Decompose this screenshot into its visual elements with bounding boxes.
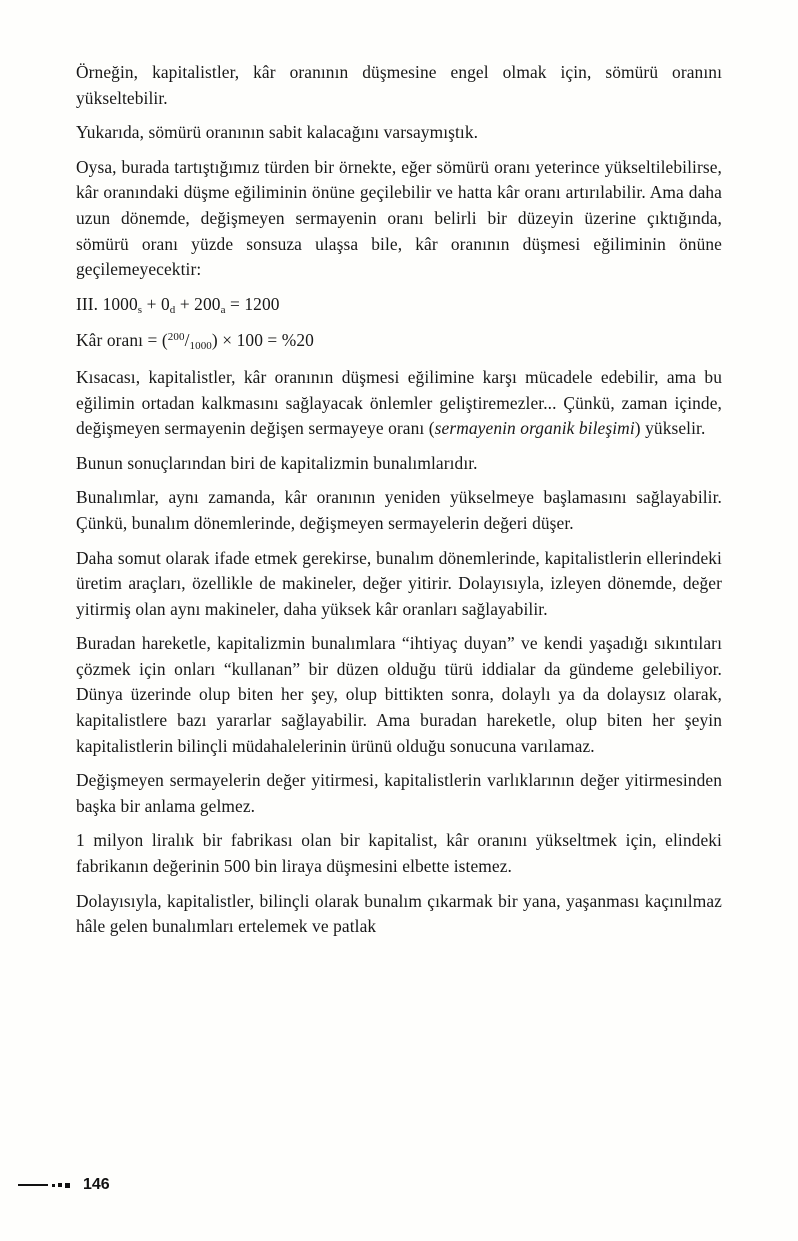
- page-number: 146: [83, 1176, 110, 1193]
- paragraph-5: Bunun sonuçlarından biri de kapitalizmin bunalımlarıdır.: [76, 452, 478, 473]
- formula-1-text-3: + 200: [175, 293, 221, 314]
- paragraph-4-before: Kısacası, kapitalistler, kâr oranının düşmesi eğilimine karşı mücadele edebilir, ama bu eğilimin ortadan kalkmasını sağlayacak önlemler geliştiremezler... Çünkü, zaman içinde, değişmeyen sermayenin değişen sermayeye oranı (: [76, 366, 722, 439]
- formula-1-text-2: + 0: [142, 293, 170, 314]
- formula-1-text-4: = 1200: [225, 293, 280, 314]
- formula-2-numerator: 200: [167, 331, 185, 344]
- paragraph-4: [76, 365, 722, 442]
- formula-line-1: [76, 292, 722, 318]
- formula-1-subscript-d: d: [169, 303, 176, 316]
- formula-2-text-1: Kâr oranı = (: [76, 330, 168, 351]
- paragraph-1: Örneğin, kapitalistler, kâr oranının düşmesine engel olmak için, sömürü oranını yükseltebilir.: [76, 62, 722, 108]
- paragraph-4-after: ) yükselir.: [634, 418, 706, 439]
- footer-ornament-squares: [52, 1183, 73, 1188]
- footer-rule-line: [18, 1184, 48, 1186]
- paragraph-11: Dolayısıyla, kapitalistler, bilinçli olarak bunalım çıkarmak bir yana, yaşanması kaçınılmaz hâle gelen bunalımları ertelemek ve patlak: [76, 890, 722, 937]
- formula-2-denominator: 1000: [189, 340, 212, 353]
- italic-term-organic-composition: sermayenin organik bileşimi: [434, 418, 635, 439]
- formula-line-2: [76, 328, 722, 354]
- page-footer: [18, 1176, 110, 1194]
- paragraph-6: Bunalımlar, aynı zamanda, kâr oranının yeniden yükselmeye başlamasını sağlayabilir. Çünkü, bunalım dönemlerinde, değişmeyen sermayelerin değeri düşer.: [76, 487, 722, 533]
- formula-1-subscript-s: s: [137, 303, 143, 316]
- paragraph-10: 1 milyon liralık bir fabrikası olan bir kapitalist, kâr oranını yükseltmek için, elindeki fabrikanın değerinin 500 bin liraya düşmesini elbette istemez.: [76, 830, 722, 877]
- footer-square-icon: [58, 1183, 62, 1187]
- formula-1-subscript-a: a: [220, 303, 226, 316]
- formula-1-text-1: III. 1000: [76, 293, 138, 314]
- paragraph-2: Yukarıda, sömürü oranının sabit kalacağını varsaymıştık.: [76, 122, 479, 143]
- footer-square-icon: [65, 1183, 70, 1188]
- page-body: [76, 60, 722, 949]
- paragraph-8: Buradan hareketle, kapitalizmin bunalımlara “ihtiyaç duyan” ve kendi yaşadığı sıkıntıları çözmek için onları “kullanan” bir düzen olduğu türü iddialar da gündeme gelebiliyor. Dünya üzerinde olup biten her şey, olup bittikten sonra, dolaylı ya da dolaysız olarak, kapitalistlere bazı yararlar sağlayabilir. Ama buradan hareketle, olup biten her şeyin kapitalistlerin bilinçli müdahalelerinin ürünü olduğu sonucuna varılamaz.: [76, 633, 722, 756]
- footer-square-icon: [52, 1184, 55, 1187]
- paragraph-7: Daha somut olarak ifade etmek gerekirse, bunalım dönemlerinde, kapitalistlerin ellerindeki üretim araçları, özellikle de makineler, değer yitirir. Dolayısıyla, izleyen dönemde, değer yitirmiş olan aynı makineler, daha yüksek kâr oranları sağlayabilir.: [76, 547, 722, 619]
- formula-2-text-2: ) × 100 = %20: [211, 330, 314, 351]
- paragraph-9: Değişmeyen sermayelerin değer yitirmesi, kapitalistlerin varlıklarının değer yitirmesinden başka bir anlama gelmez.: [76, 770, 722, 816]
- paragraph-3: Oysa, burada tartıştığımız türden bir örnekte, eğer sömürü oranı yeterince yükseltilebilirse, kâr oranındaki düşme eğiliminin önüne geçilebilir ve hatta kâr oranı artırılabilir. Ama daha uzun dönemde, değişmeyen sermayenin oranı belirli bir düzeyin üzerine çıktığında, sömürü oranı yüzde sonsuza ulaşsa bile, kâr oranının düşmesi eğiliminin önüne geçilemeyecektir:: [76, 156, 722, 280]
- formula-2-fraction-slash: /: [184, 330, 190, 351]
